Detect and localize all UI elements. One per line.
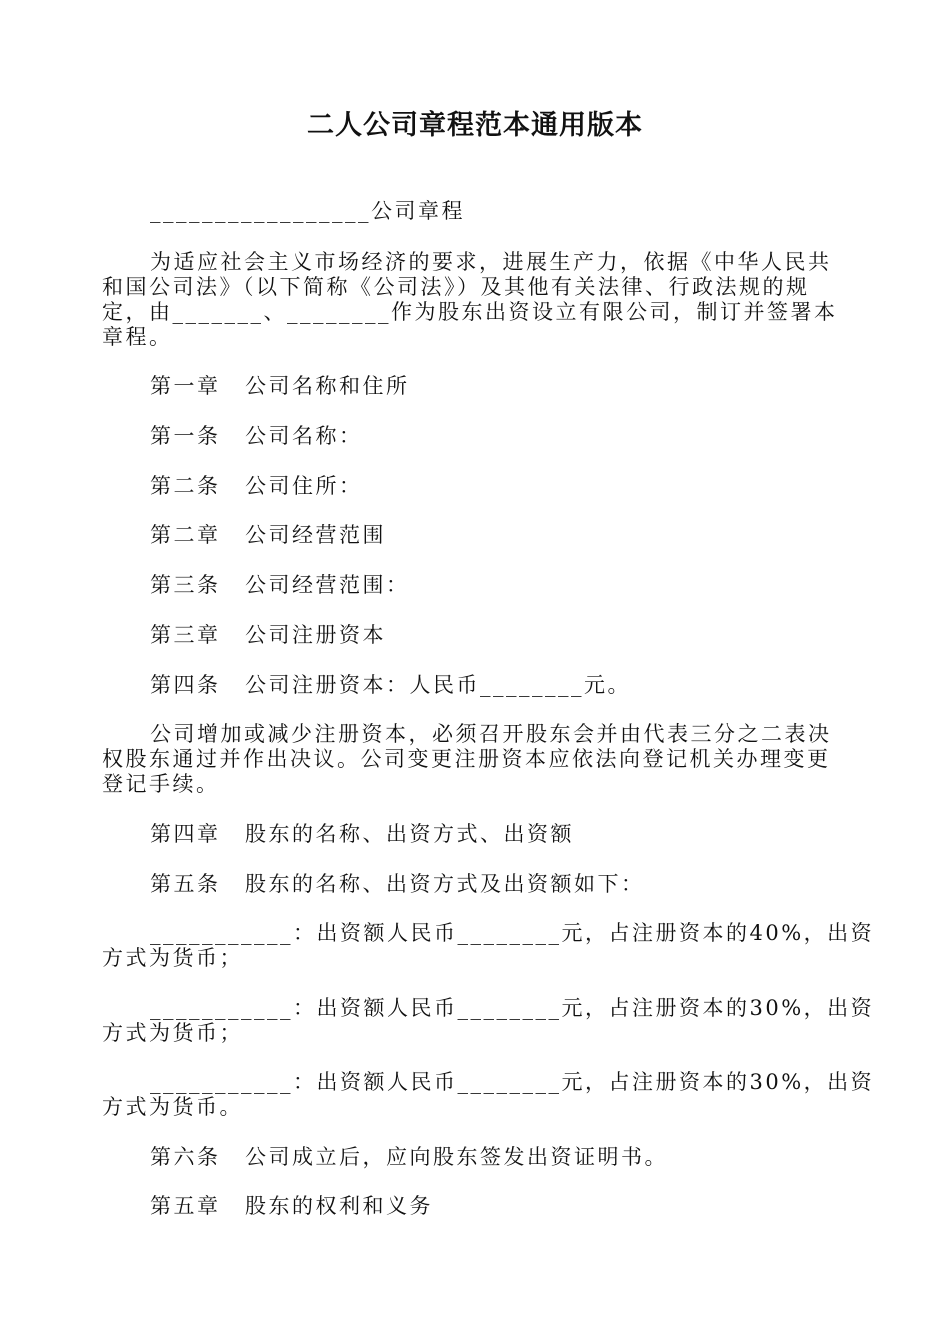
article-4: [102, 673, 896, 698]
shareholder-3-line-2: 方式为货币。: [102, 1095, 243, 1119]
chapter-title: 股东的权利和义务: [245, 1194, 433, 1218]
article-number: 第一条: [150, 424, 221, 448]
chapter-5-heading: [102, 1194, 896, 1219]
chapter-3-heading: [102, 623, 896, 648]
article-text: 公司经营范围：: [245, 573, 410, 597]
article-number: 第六条: [150, 1145, 221, 1169]
article-number: 第三条: [150, 573, 221, 597]
chapter-title: 股东的名称、出资方式、出资额: [245, 822, 574, 846]
chapter-title: 公司经营范围: [245, 523, 386, 547]
article-3: [102, 573, 896, 598]
company-name-line: _________________公司章程: [150, 199, 465, 223]
article-5: [102, 872, 896, 897]
article-text: 股东的名称、出资方式及出资额如下：: [245, 872, 645, 896]
shareholder-3-line-1: ___________：出资额人民币________元，占注册资本的30%，出资: [150, 1070, 875, 1094]
article-number: 第二条: [150, 474, 221, 498]
document-title: 二人公司章程范本通用版本: [307, 110, 643, 141]
capital-change-line-2: 权股东通过并作出决议。公司变更注册资本应依法向登记机关办理变更: [102, 747, 831, 771]
shareholder-2-line-2: 方式为货币；: [102, 1021, 243, 1045]
chapter-2-heading: [102, 523, 896, 548]
chapter-title: 公司名称和住所: [245, 374, 410, 398]
chapter-1-heading: [102, 374, 896, 399]
article-text: 公司成立后，应向股东签发出资证明书。: [245, 1145, 668, 1169]
preamble-line-4: 章程。: [102, 325, 173, 349]
chapter-number: 第三章: [150, 623, 221, 647]
article-6: [102, 1145, 896, 1170]
chapter-number: 第四章: [150, 822, 221, 846]
article-number: 第五条: [150, 872, 221, 896]
article-text: 公司注册资本：人民币________元。: [245, 673, 631, 697]
preamble-line-3: 定，由_______、________作为股东出资设立有限公司，制订并签署本: [102, 300, 838, 324]
chapter-number: 第一章: [150, 374, 221, 398]
preamble-line-1: 为适应社会主义市场经济的要求，进展生产力，依据《中华人民共: [150, 250, 832, 274]
chapter-title: 公司注册资本: [245, 623, 386, 647]
chapter-number: 第二章: [150, 523, 221, 547]
shareholder-1-line-2: 方式为货币；: [102, 946, 243, 970]
article-1: [102, 424, 896, 449]
article-number: 第四条: [150, 673, 221, 697]
capital-change-line-3: 登记手续。: [102, 772, 220, 796]
chapter-4-heading: [102, 822, 896, 847]
shareholder-1-line-1: ___________：出资额人民币________元，占注册资本的40%，出资: [150, 921, 875, 945]
capital-change-line-1: 公司增加或减少注册资本，必须召开股东会并由代表三分之二表决: [150, 722, 832, 746]
preamble-line-2: 和国公司法》（以下简称《公司法》）及其他有关法律、行政法规的规: [102, 275, 810, 299]
article-text: 公司名称：: [245, 424, 363, 448]
shareholder-2-line-1: ___________：出资额人民币________元，占注册资本的30%，出资: [150, 996, 875, 1020]
article-text: 公司住所：: [245, 474, 363, 498]
article-2: [102, 474, 896, 499]
chapter-number: 第五章: [150, 1194, 221, 1218]
